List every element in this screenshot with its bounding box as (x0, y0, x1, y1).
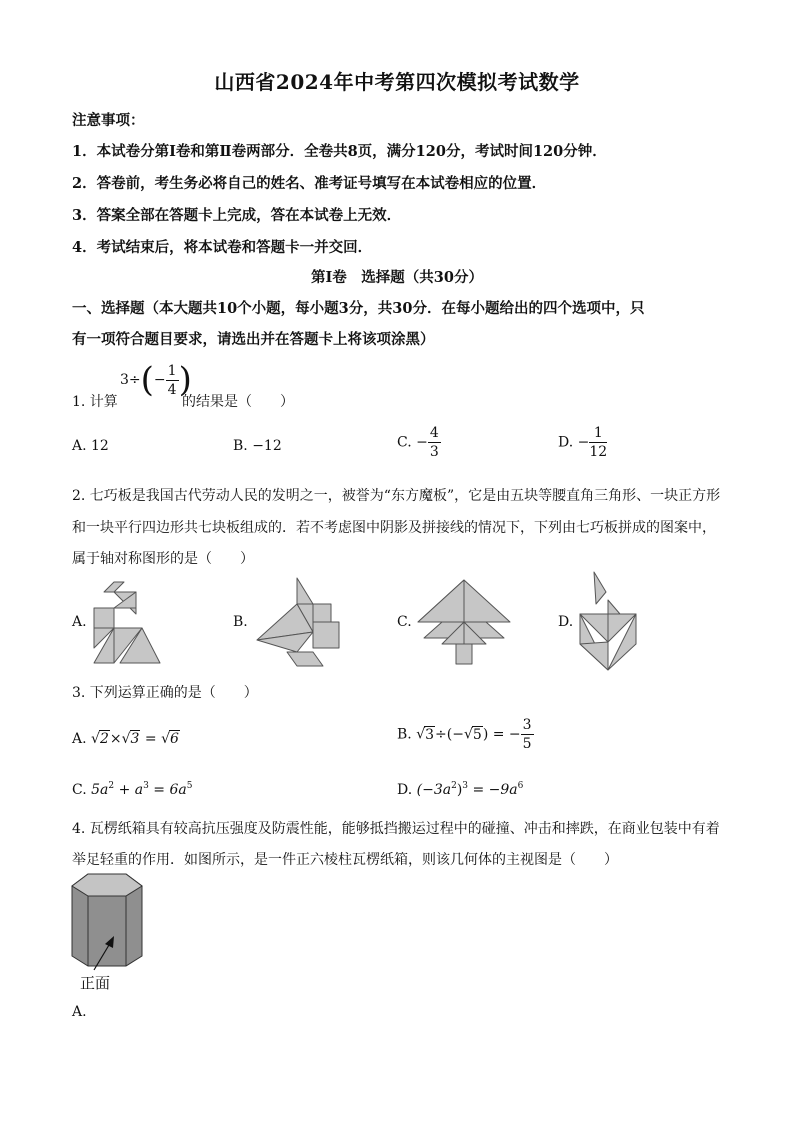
q3-d-open: (−3a (416, 782, 452, 798)
q3-b-div: ÷(− (435, 726, 464, 743)
q1-expr-minus: − (153, 372, 166, 388)
front-view-label: 正面 (80, 974, 111, 992)
tangram-figure-d (576, 570, 640, 674)
tangram-figure-b (253, 576, 343, 668)
q2-option-a-label: A. (72, 614, 87, 630)
notice-item-2: 2．答卷前，考生务必将自己的姓名、准考证号填写在本试卷相应的位置． (72, 175, 547, 192)
q3-stem: 3. 下列运算正确的是（ ） (72, 685, 258, 701)
q1-option-b-value: −12 (252, 438, 282, 454)
notice-item-3: 3．答案全部在答题卡上完成，答在本试卷上无效． (72, 207, 402, 224)
q3-c-exp-1: 2 (108, 781, 115, 791)
q2-option-d-label: D. (558, 614, 574, 630)
q1-option-d-den: 12 (589, 444, 608, 460)
q3-b-label: B. (397, 726, 412, 743)
tangram-figure-a (90, 578, 166, 664)
q1-option-c-num: 4 (429, 425, 439, 441)
q1-option-c (397, 426, 441, 459)
q1-option-c-label: C. (397, 434, 412, 451)
q3-d-label: D. (397, 782, 413, 798)
q3-option-d (397, 781, 523, 798)
q1-option-a (72, 438, 109, 454)
q3-b-eq: = − (492, 726, 521, 743)
q3-c-term-1: 5a (91, 782, 109, 798)
q3-a-label: A. (72, 731, 87, 747)
q2-option-c-label: C. (397, 614, 412, 630)
q4-option-a-label: A. (72, 1004, 87, 1020)
q3-option-b: B. √3÷(−√5) = − $\frac{3}{5}$ (397, 717, 532, 752)
q3-a-radicand-2: 3 (130, 731, 140, 747)
q2-stem-line1: 2. 七巧板是我国古代劳动人民的发明之一，被誉为“东方魔板”，它是由五块等腰直角三角形、一块正方形 (72, 488, 721, 504)
q3-c-label: C. (72, 782, 87, 798)
q3-a-times: × (109, 731, 122, 747)
q1-option-d-sign: − (577, 434, 590, 451)
q1-option-d (558, 426, 607, 459)
q4-stem-line2: 举足轻重的作用．如图所示，是一件正六棱柱瓦楞纸箱，则该几何体的主视图是（ ） (72, 852, 618, 868)
q1-option-a-value: 12 (91, 438, 109, 454)
notice-item-4: 4．考试结束后，将本试卷和答题卡一并交回． (72, 239, 373, 256)
exam-title: 山西省2024年中考第四次模拟考试数学 (214, 70, 580, 94)
q1-option-d-num: 1 (589, 426, 607, 443)
front-arrow-icon (90, 934, 120, 974)
q2-stem-line2: 和一块平行四边形共七块板组成的．若不考虑图中阴影及拼接线的情况下，下列由七巧板拼成的图案中， (72, 520, 716, 536)
tangram-figure-c (414, 578, 514, 666)
q3-a-radicand-3: 6 (170, 731, 179, 747)
q3-d-exp-2: 3 (462, 781, 469, 791)
q3-d-exp-3: 6 (517, 781, 524, 791)
q3-c-plus: + (114, 782, 135, 798)
section-title: 第Ⅰ卷 选择题（共30分） (311, 269, 483, 286)
q3-c-term-2: a (134, 782, 144, 798)
q3-b-radicand-2: 5 (472, 726, 482, 743)
q4-stem-line1: 4. 瓦楞纸箱具有较高抗压强度及防震性能，能够抵挡搬运过程中的碰撞、冲击和摔跌，在商业包装中有着 (72, 821, 720, 837)
q1-expr-lead: 3÷ (120, 372, 141, 388)
q3-d-close: ) (456, 782, 463, 798)
q1-option-c-den: 3 (429, 444, 439, 460)
q3-d-exp-1: 2 (451, 781, 457, 791)
q1-prefix: 1. 计算 (72, 394, 118, 410)
q3-c-term-3: 6a (169, 782, 187, 798)
q1-left-paren: ( (140, 360, 154, 400)
q1-option-a-label: A. (72, 438, 87, 454)
q1-expr-num: 1 (167, 362, 177, 379)
q3-a-radicand-1: 2 (99, 731, 109, 747)
q3-b-close: ) (482, 726, 489, 743)
q3-c-eq: = (148, 782, 170, 798)
q3-option-c (72, 781, 193, 798)
q3-a-eq: = (144, 731, 157, 747)
q3-b-radicand-1: 3 (425, 726, 435, 743)
q3-c-exp-2: 3 (143, 781, 149, 791)
q1-expr-den: 4 (167, 381, 177, 398)
q1-suffix: 的结果是（ ） (182, 394, 294, 410)
section-instruction-1: 一、选择题（本大题共10个小题，每小题3分，共30分．在每小题给出的四个选项中，只 (72, 300, 645, 317)
q3-d-eq: = −9a (468, 782, 518, 798)
q3-b-num: 3 (522, 717, 532, 733)
q1-option-b (233, 438, 282, 454)
q1-option-c-sign: − (416, 434, 428, 451)
q2-option-b-label: B. (233, 614, 248, 630)
q3-option-a: A. √2×√3 = √6 (72, 731, 179, 747)
q1-right-paren: ) (178, 360, 192, 400)
q3-c-exp-3: 5 (186, 781, 193, 791)
q3-b-den: 5 (522, 736, 532, 752)
q2-stem-line3: 属于轴对称图形的是（ ） (72, 551, 254, 567)
notice-heading: 注意事项： (72, 112, 145, 129)
q1-option-b-label: B. (233, 438, 248, 454)
notice-item-1: 1．本试卷分第Ⅰ卷和第Ⅱ卷两部分．全卷共8页，满分120分，考试时间120分钟． (72, 143, 607, 160)
q1-option-d-label: D. (558, 434, 574, 451)
section-instruction-2: 有一项符合题目要求，请选出并在答题卡上将该项涂黑） (72, 331, 435, 348)
